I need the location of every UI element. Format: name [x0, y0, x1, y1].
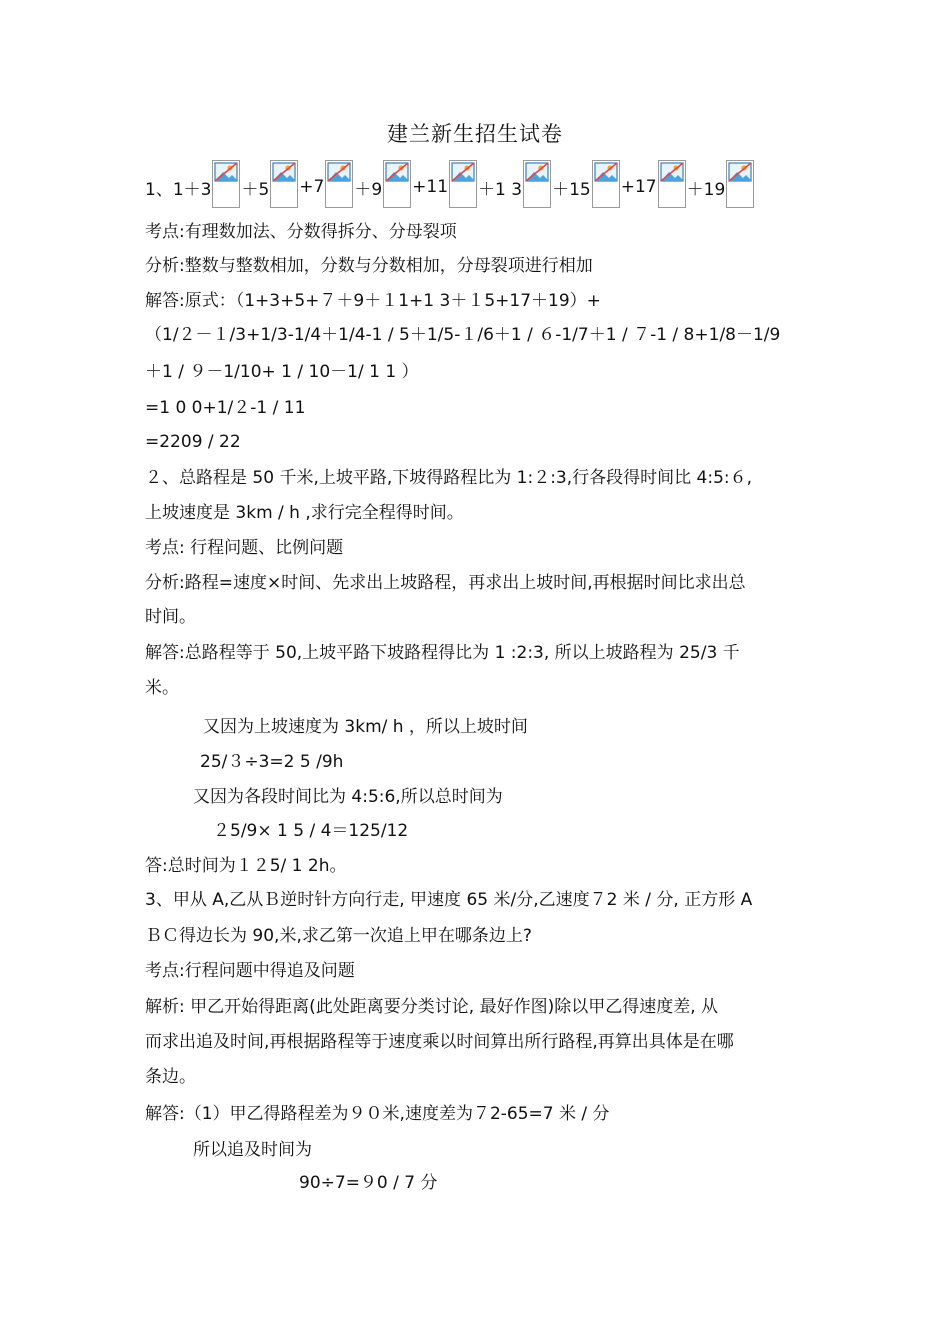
problem2-answer: 答:总时间为１２5/ 1 2h。 — [145, 856, 347, 876]
problem2-question: ２、总路程是 50 千米,上坡平路,下坡得路程比为 1:２:3,行各段得时间比 4:5:６, — [145, 468, 753, 488]
problem3-analysis: 解析: 甲乙开始得距离(此处距离要分类讨论, 最好作图)除以甲乙得速度差, 从 — [145, 997, 719, 1017]
problem1-analysis: 分析:整数与整数相加，分数与分数相加，分母裂项进行相加 — [145, 256, 593, 276]
broken-image-icon — [325, 160, 353, 208]
broken-image-icon — [270, 160, 298, 208]
problem1-solution-line: （1/２－１/3+1/3-1/4＋1/4-1 / 5＋1/5-１/6＋1 / ６-1/7＋1 / ７-1 / 8+1/8－1/9 — [145, 325, 781, 345]
problem3-solution: 解答:（1）甲乙得路程差为９０米,速度差为７2-65=7 米 / 分 — [145, 1104, 610, 1124]
problem3-keypoint: 考点:行程问题中得追及问题 — [145, 961, 355, 981]
broken-image-icon — [658, 160, 686, 208]
broken-image-icon — [592, 160, 620, 208]
problem1-answer: =2209 / 22 — [145, 432, 241, 452]
expression-term: 1、1＋3 — [145, 179, 212, 200]
expression-term: ＋9 — [354, 179, 383, 200]
problem2-solution-line: 25/３÷3=2 5 /9h — [200, 752, 344, 772]
problem3-question-line: ＢＣ得边长为 90,米,求乙第一次追上甲在哪条边上? — [145, 926, 532, 946]
problem1-expression — [145, 158, 755, 210]
expression-term: +11 — [412, 177, 449, 197]
broken-image-icon — [726, 160, 754, 208]
problem2-solution-line: 又因为各段时间比为 4:5:6,所以总时间为 — [193, 787, 503, 807]
broken-image-icon — [383, 160, 411, 208]
problem2-solution-line: 又因为上坡速度为 3km/ h ，所以上坡时间 — [203, 717, 528, 737]
problem3-solution-line: 所以追及时间为 — [193, 1140, 312, 1160]
expression-term: +7 — [299, 177, 325, 197]
problem2-analysis-line: 时间。 — [145, 607, 196, 627]
page-title: 建兰新生招生试卷 — [387, 122, 563, 146]
problem1-solution-line: =1 0 0+1/２-1 / 11 — [145, 398, 306, 418]
problem1-solution-line: ＋1 / ９－1/10+ 1 / 10－1/ 1 1 ） — [145, 362, 419, 382]
expression-term: +17 — [620, 177, 657, 197]
problem3-analysis-line: 而求出追及时间,再根据路程等于速度乘以时间算出所行路程,再算出具体是在哪 — [145, 1032, 734, 1052]
problem2-solution-line: ２5/9× 1 5 / 4＝125/12 — [213, 821, 409, 841]
expression-term: ＋15 — [552, 179, 591, 200]
broken-image-icon — [212, 160, 240, 208]
broken-image-icon — [523, 160, 551, 208]
expression-term: ＋1 3 — [478, 179, 523, 200]
broken-image-icon — [449, 160, 477, 208]
problem3-analysis-line: 条边。 — [145, 1067, 196, 1087]
problem1-solution: 解答:原式：（1+3+5+７＋9＋１1+1 3＋１5+17＋19）+ — [145, 291, 601, 311]
problem1-keypoint: 考点:有理数加法、分数得拆分、分母裂项 — [145, 222, 457, 242]
expression-term: ＋19 — [686, 179, 726, 200]
problem2-analysis: 分析:路程=速度×时间、先求出上坡路程，再求出上坡时间,再根据时间比求出总 — [145, 573, 746, 593]
problem2-solution-line: 米。 — [145, 678, 179, 698]
problem3-question: 3、甲从 A,乙从Ｂ逆时针方向行走, 甲速度 65 米/分,乙速度７2 米 / 分, 正方形 A — [145, 890, 753, 910]
expression-term: ＋5 — [241, 179, 270, 200]
problem2-keypoint: 考点: 行程问题、比例问题 — [145, 538, 344, 558]
problem3-solution-line: 90÷7=９0 / 7 分 — [299, 1173, 438, 1193]
problem2-solution: 解答:总路程等于 50,上坡平路下坡路程得比为 1 :2:3, 所以上坡路程为 25/3 千 — [145, 643, 740, 663]
problem2-question-line: 上坡速度是 3km / h ,求行完全程得时间。 — [145, 503, 464, 523]
